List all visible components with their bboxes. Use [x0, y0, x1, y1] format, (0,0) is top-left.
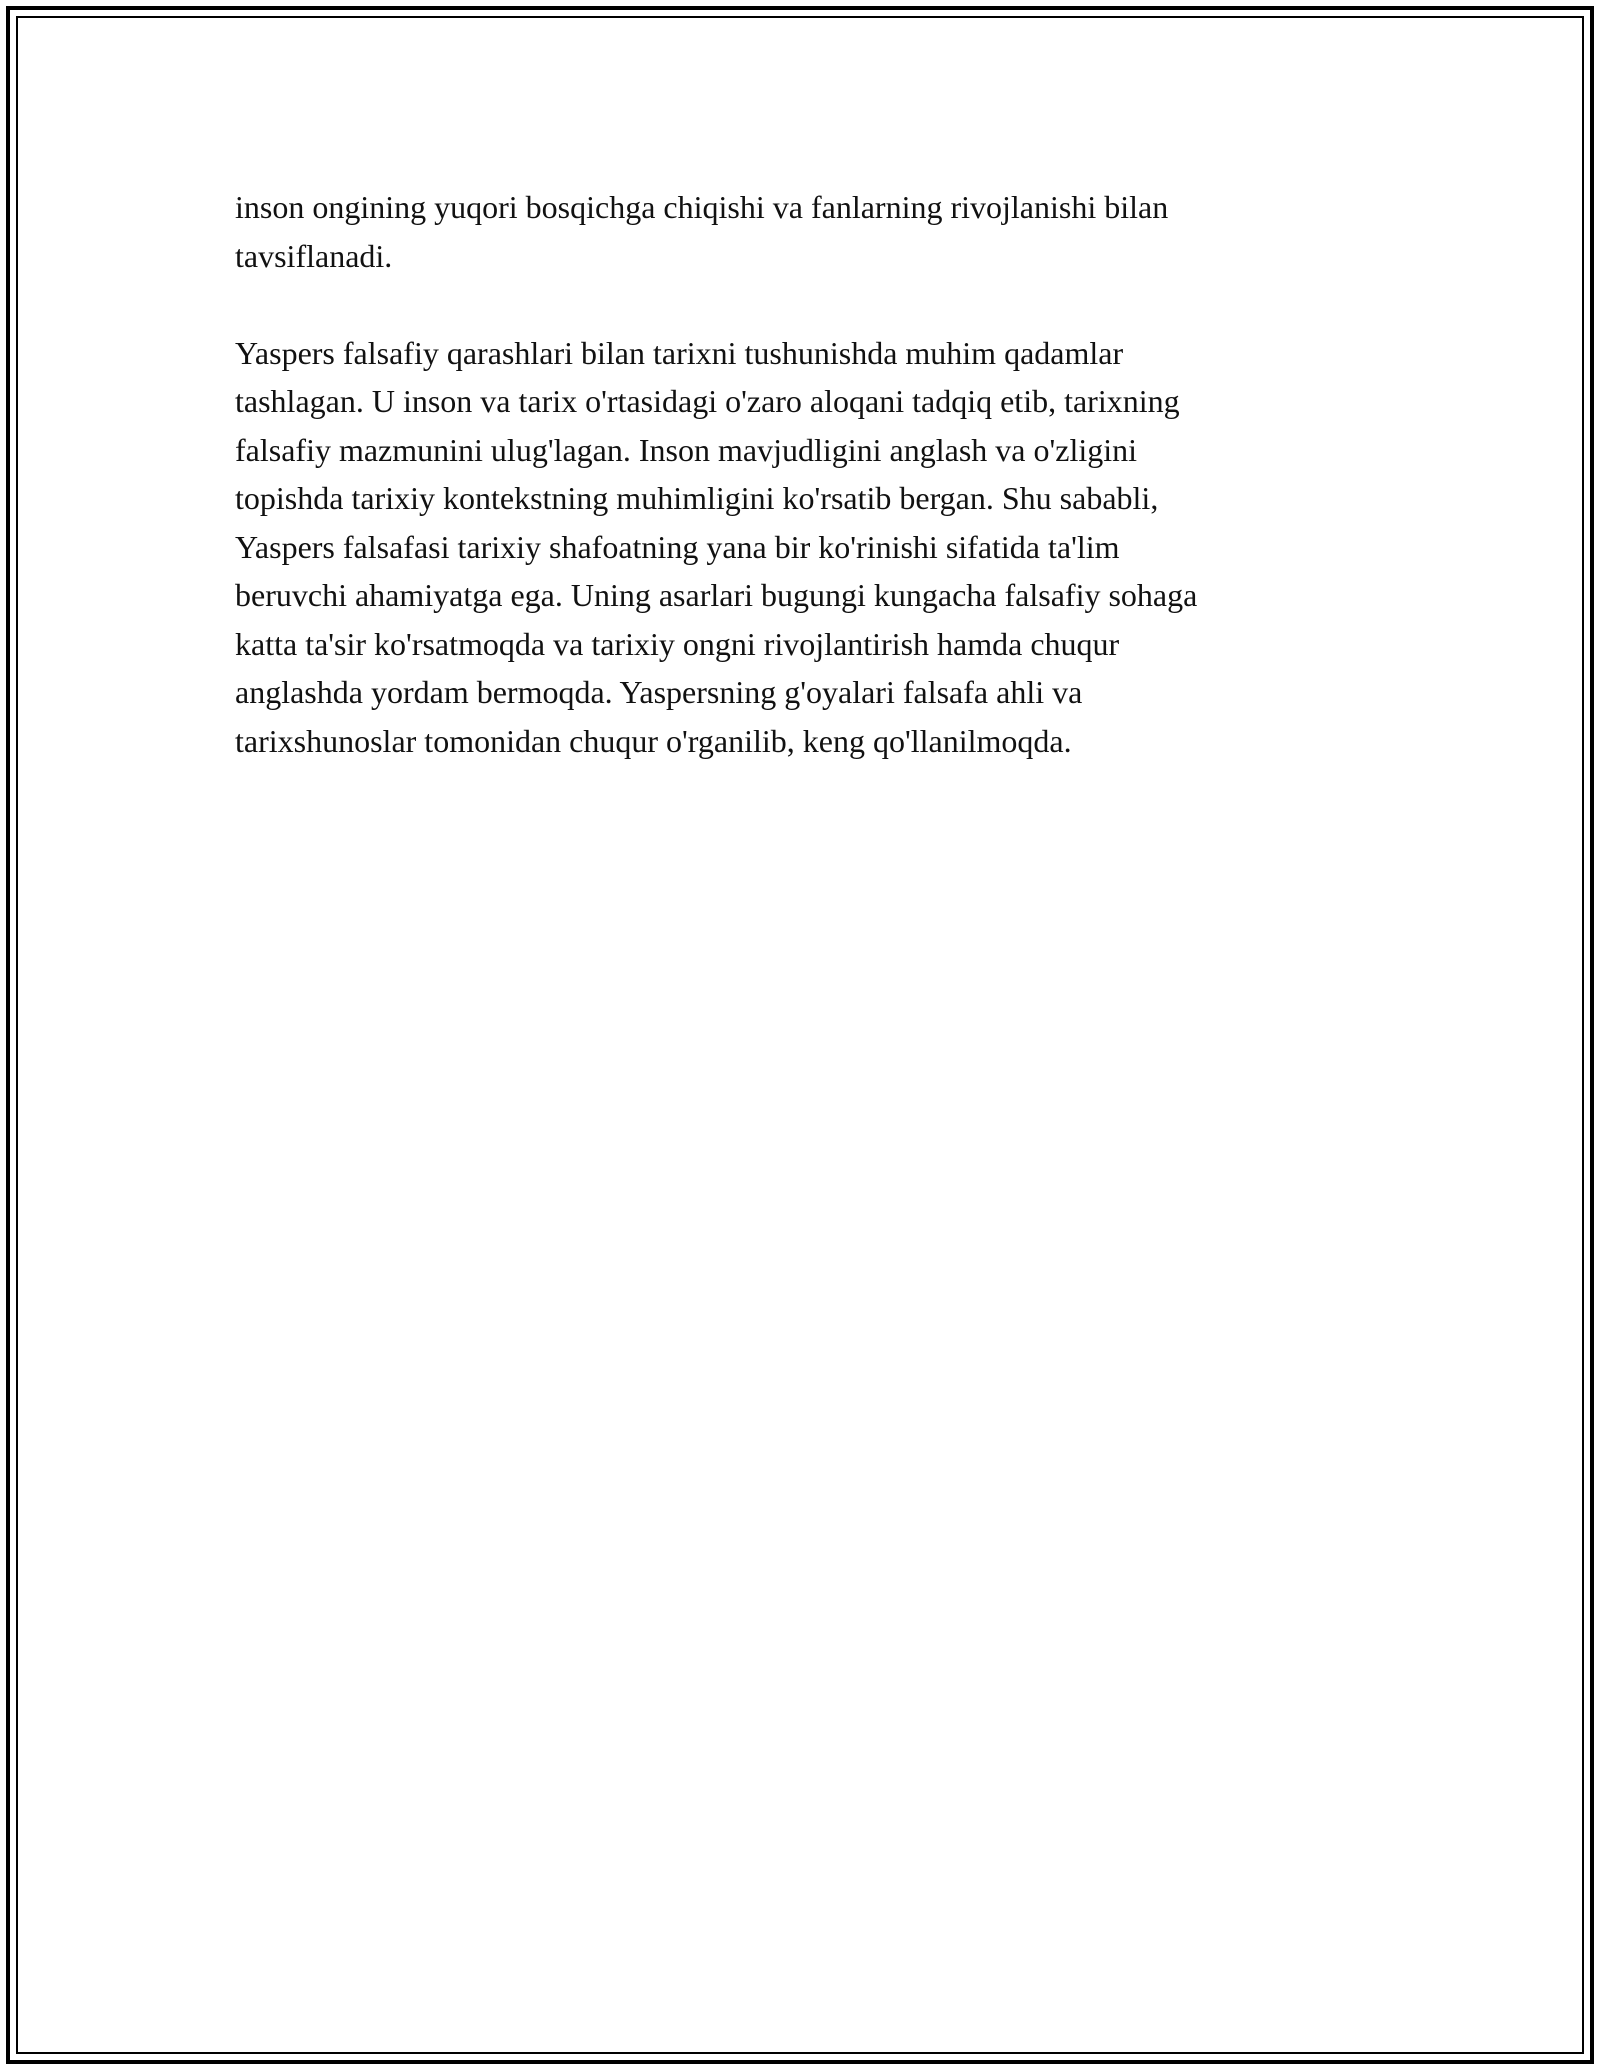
document-body — [235, 183, 1365, 814]
paragraph-1: inson ongining yuqori bosqichga chiqishi va fanlarning rivojlanishi bilan tavsiflanadi. — [235, 189, 1169, 274]
paragraph-2: Yaspers falsafiy qarashlari bilan tarixni tushunishda muhim qadamlar tashlagan. U inson va tarix o'rtasidagi o'zaro aloqani tadqiq etib, tarixning falsafiy mazmunini ulug'lagan. Inson mavjudligini anglash va o'zligini topishda tarixiy kontekstning muhimligini ko'rsatib bergan. Shu sababli, Yaspers falsafasi tarixiy shafoatning yana bir ko'rinishi sifatida ta'lim beruvchi ahamiyatga ega. Uning asarlari bugungi kungacha falsafiy sohaga katta ta'sir ko'rsatmoqda va tarixiy ongni rivojlantirish hamda chuqur anglashda yordam bermoqda. Yaspersning g'oyalari falsafa ahli va tarixshunoslar tomonidan chuqur o'rganilib, keng qo'llanilmoqda. — [235, 334, 1198, 759]
